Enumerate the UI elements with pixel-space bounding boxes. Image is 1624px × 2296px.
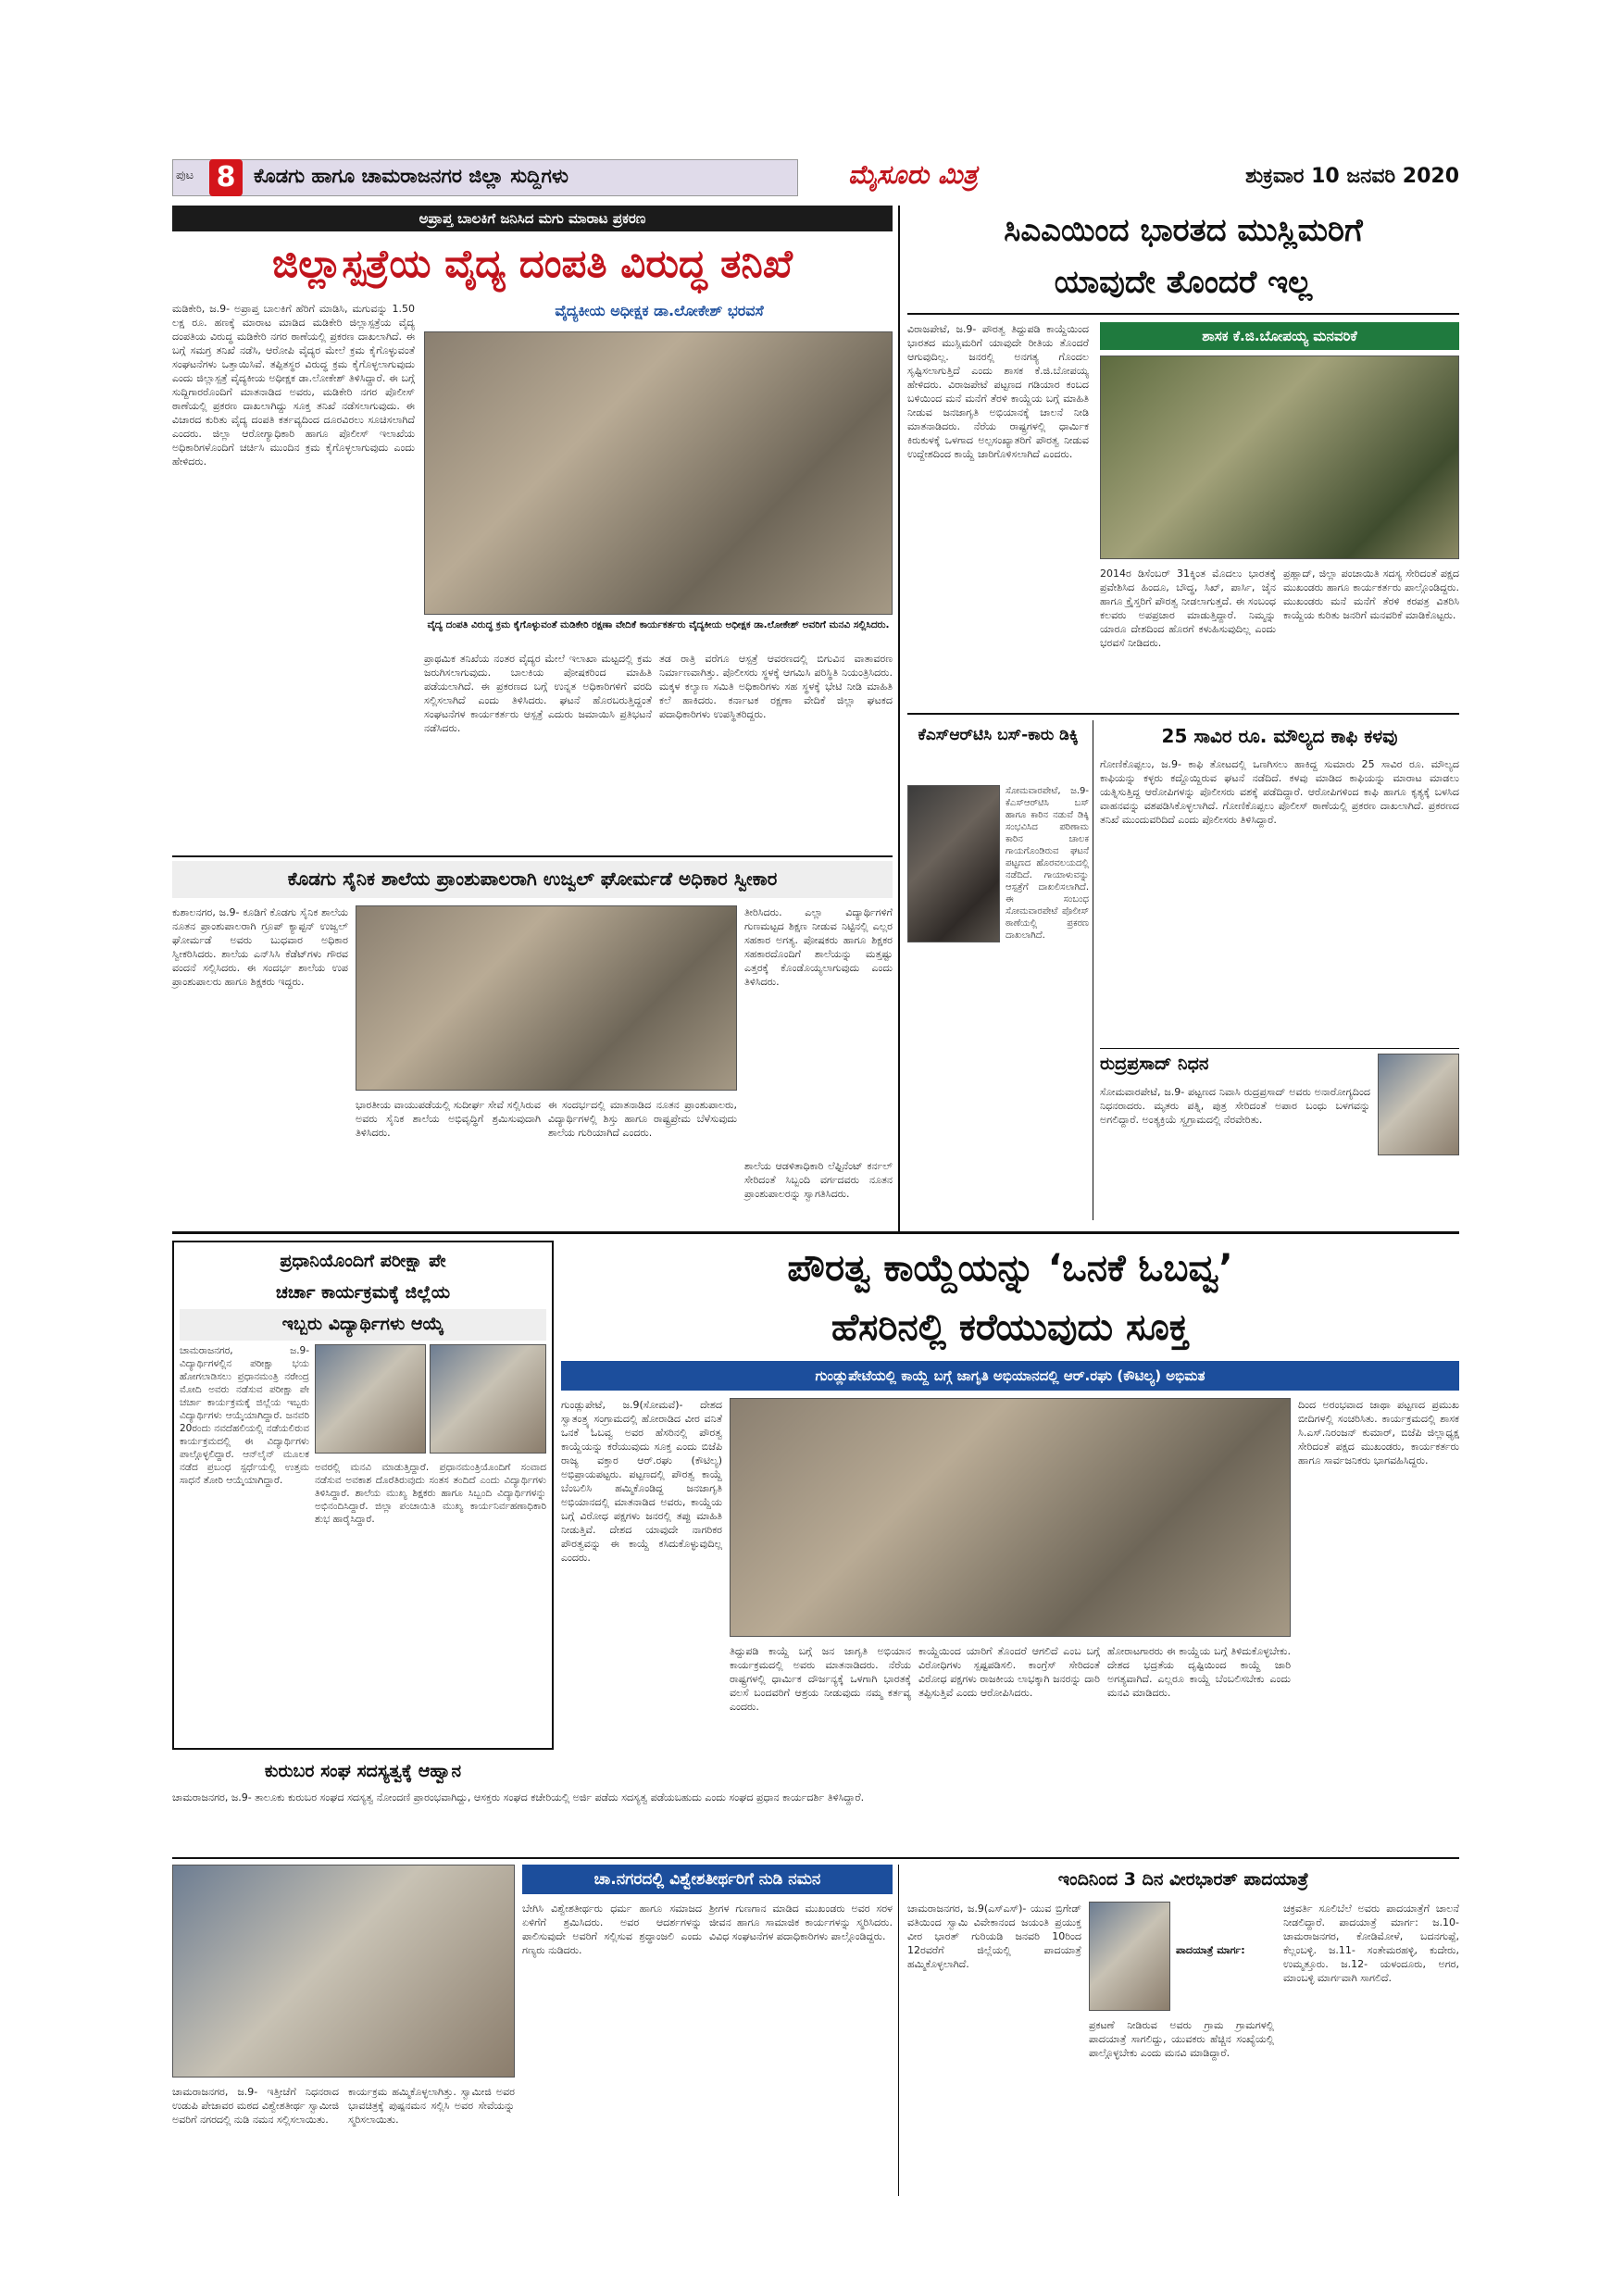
story7-headline: ಕುರುಬರ ಸಂಘ ಸದಸ್ಯತ್ವಕ್ಕೆ ಆಹ್ವಾನ <box>264 1761 462 1781</box>
story8-body-col5: ದಿಂದ ಅರಂಭವಾದ ಜಾಥಾ ಪಟ್ಟಣದ ಪ್ರಮುಖ ಬೀದಿಗಳಲ್ಲಿ ಸಂಚರಿಸಿತು. ಕಾರ್ಯಕ್ರಮದಲ್ಲಿ ಶಾಸಕ ಸಿ.ಎಸ್.ನಿರಂಜನ್ ಕುಮಾರ್, ಬಿಜೆಪಿ ಜಿಲ್ಲಾಧ್ಯಕ್ಷ ಸೇರಿದಂತೆ ಪಕ್ಷದ ಮುಖಂಡರು, ಕಾರ್ಯಕರ್ತರು ಹಾಗೂ ಸಾರ್ವಜನಿಕರು ಭಾಗವಹಿಸಿದ್ದರು. <box>1298 1399 1463 1466</box>
story2-photo <box>1100 356 1459 559</box>
story10-body-col3: ಚಕ್ರವರ್ತಿ ಸೂಲಿಬೆಲೆ ಅವರು ಪಾದಯಾತ್ರೆಗೆ ಚಾಲನೆ ನೀಡಲಿದ್ದಾರೆ. ಪಾದಯಾತ್ರೆ ಮಾರ್ಗ: ಜ.10- ಚಾಮರಾಜನಗರ, ಕೋಡಿಮೋಳೆ, ಬದನಗುಪ್ಪೆ, ಕೆಲ್ಲಂಬಳ್ಳಿ. ಜ.11- ಸಂತೇಮರಹಳ್ಳಿ, ಕುದೇರು, ಉಮ್ಮತ್ತೂರು. ಜ.12- ಯಳಂದೂರು, ಅಗರ, ಮಾಂಬಳ್ಳಿ ಮಾರ್ಗವಾಗಿ ಸಾಗಲಿದೆ. <box>1283 1903 1463 1984</box>
story1-body-col2: ಪ್ರಾಥಮಿಕ ತನಿಖೆಯ ನಂತರ ವೈದ್ಯರ ಮೇಲೆ ಇಲಾಖಾ ಮಟ್ಟದಲ್ಲಿ ಕ್ರಮ ಜರುಗಿಸಲಾಗುವುದು. ಬಾಲಕಿಯ ಪೋಷಕರಿಂದ ಮಾಹಿತಿ ಪಡೆಯಲಾಗಿದೆ. ಈ ಪ್ರಕರಣದ ಬಗ್ಗೆ ಉನ್ನತ ಅಧಿಕಾರಿಗಳಿಗೆ ವರದಿ ಸಲ್ಲಿಸಲಾಗಿದೆ ಎಂದು ತಿಳಿಸಿದರು. ಘಟನೆ ಹೊರಬರುತ್ತಿದ್ದಂತೆ ಸಂಘಟನೆಗಳ ಕಾರ್ಯಕರ್ತರು ಆಸ್ಪತ್ರೆ ಎದುರು ಜಮಾಯಿಸಿ ಪ್ರತಿಭಟನೆ ನಡೆಸಿದರು. <box>424 653 656 734</box>
story10-divider <box>898 1865 899 2196</box>
story10-photo <box>1089 1902 1170 2011</box>
story5-body-col4: ತೀರಿಸಿದರು. ಎಲ್ಲಾ ವಿದ್ಯಾರ್ಥಿಗಳಿಗೆ ಗುಣಮಟ್ಟದ ಶಿಕ್ಷಣ ನೀಡುವ ನಿಟ್ಟಿನಲ್ಲಿ ಎಲ್ಲರ ಸಹಕಾರ ಅಗತ್ಯ. ಪೋಷಕರು ಹಾಗೂ ಶಿಕ್ಷಕರ ಸಹಕಾರದೊಂದಿಗೆ ಶಾಲೆಯನ್ನು ಮತ್ತಷ್ಟು ಎತ್ತರಕ್ಕೆ ಕೊಂಡೊಯ್ಯಲಾಗುವುದು ಎಂದು ತಿಳಿಸಿದರು. <box>744 906 896 988</box>
section-divider <box>172 1231 1459 1234</box>
story8-subhead: ಗುಂಡ್ಲುಪೇಟೆಯಲ್ಲಿ ಕಾಯ್ದೆ ಬಗ್ಗೆ ಜಾಗೃತಿ ಅಭಿಯಾನದಲ್ಲಿ ಆರ್.ರಘು (ಕೌಟಿಲ್ಯ) ಅಭಿಮತ <box>561 1361 1459 1391</box>
story9-body-col2: ಕಾರ್ಯಕ್ರಮ ಹಮ್ಮಿಕೊಳ್ಳಲಾಗಿತ್ತು. ಸ್ವಾಮೀಜಿ ಅವರ ಭಾವಚಿತ್ರಕ್ಕೆ ಪುಷ್ಪನಮನ ಸಲ್ಲಿಸಿ ಅವರ ಸೇವೆಯನ್ನು ಸ್ಮರಿಸಲಾಯಿತು. <box>348 2086 518 2126</box>
story9-photo <box>172 1865 515 2078</box>
story3-photo <box>907 785 1000 942</box>
story8-headline-line2: ಹೆಸರಿನಲ್ಲಿ ಕರೆಯುವುದು ಸೂಕ್ತ <box>831 1306 1190 1349</box>
story6-body-col2: ಅವರಲ್ಲಿ ಮನವಿ ಮಾಡುತ್ತಿದ್ದಾರೆ. ಪ್ರಧಾನಮಂತ್ರಿಯೊಂದಿಗೆ ಸಂವಾದ ನಡೆಸುವ ಅವಕಾಶ ದೊರೆತಿರುವುದು ಸಂತಸ ತಂದಿದೆ ಎಂದು ವಿದ್ಯಾರ್ಥಿಗಳು ತಿಳಿಸಿದ್ದಾರೆ. ಶಾಲೆಯ ಮುಖ್ಯ ಶಿಕ್ಷಕರು ಹಾಗೂ ಸಿಬ್ಬಂದಿ ವಿದ್ಯಾರ್ಥಿಗಳನ್ನು ಅಭಿನಂದಿಸಿದ್ದಾರೆ. ಜಿಲ್ಲಾ ಪಂಚಾಯಿತಿ ಮುಖ್ಯ ಕಾರ್ಯನಿರ್ವಹಣಾಧಿಕಾರಿ ಶುಭ ಹಾರೈಸಿದ್ದಾರೆ. <box>315 1462 550 1525</box>
lower-divider <box>172 1857 1459 1859</box>
story6-photo-student1 <box>315 1344 426 1454</box>
story1-photo-caption: ವೈದ್ಯ ದಂಪತಿ ವಿರುದ್ಧ ಕ್ರಮ ಕೈಗೊಳ್ಳುವಂತೆ ಮಡಿಕೇರಿ ರಕ್ಷಣಾ ವೇದಿಕೆ ಕಾರ್ಯಕರ್ತರು ವೈದ್ಯಕೀಯ ಅಧೀಕ್ಷಕ ಡಾ.ಲೋಕೇಶ್ ಅವರಿಗೆ ಮನವಿ ಸಲ್ಲಿಸಿದರು. <box>427 619 890 630</box>
story10-photo-label: ಪಾದಯಾತ್ರೆ ಮಾರ್ಗ: <box>1176 1944 1245 1956</box>
obituary-rule <box>1100 1048 1459 1049</box>
obituary-body: ಸೋಮವಾರಪೇಟೆ, ಜ.9- ಪಟ್ಟಣದ ನಿವಾಸಿ ರುದ್ರಪ್ರಸಾದ್ ಅವರು ಅನಾರೋಗ್ಯದಿಂದ ನಿಧನರಾದರು. ಮೃತರು ಪತ್ನಿ, ಪುತ್ರ ಸೇರಿದಂತೆ ಅಪಾರ ಬಂಧು ಬಳಗವನ್ನು ಅಗಲಿದ್ದಾರೆ. ಅಂತ್ಯಕ್ರಿಯೆ ಸ್ವಗ್ರಾಮದಲ್ಲಿ ನೆರವೇರಿತು. <box>1100 1086 1374 1126</box>
story6-photo-student2 <box>430 1344 546 1454</box>
story2-bottom-rule <box>907 713 1459 715</box>
story8-body-col3: ಕಾಯ್ದೆಯಿಂದ ಯಾರಿಗೆ ತೊಂದರೆ ಆಗಲಿದೆ ಎಂಬ ಬಗ್ಗೆ ವಿರೋಧಿಗಳು ಸ್ಪಷ್ಟಪಡಿಸಲಿ. ಕಾಂಗ್ರೆಸ್ ಸೇರಿದಂತೆ ವಿರೋಧ ಪಕ್ಷಗಳು ರಾಜಕೀಯ ಲಾಭಕ್ಕಾಗಿ ಜನರನ್ನು ದಾರಿ ತಪ್ಪಿಸುತ್ತಿವೆ ಎಂದು ಆರೋಪಿಸಿದರು. <box>918 1645 1104 1699</box>
story5-body-col2: ಭಾರತೀಯ ವಾಯುಪಡೆಯಲ್ಲಿ ಸುದೀರ್ಘ ಸೇವೆ ಸಲ್ಲಿಸಿರುವ ಅವರು ಸೈನಿಕ ಶಾಲೆಯ ಅಭಿವೃದ್ಧಿಗೆ ಶ್ರಮಿಸುವುದಾಗಿ ತಿಳಿಸಿದರು. <box>356 1099 544 1139</box>
story1-body-col3: ತಡ ರಾತ್ರಿ ವರೆಗೂ ಆಸ್ಪತ್ರೆ ಆವರಣದಲ್ಲಿ ಬಿಗುವಿನ ವಾತಾವರಣ ನಿರ್ಮಾಣವಾಗಿತ್ತು. ಪೊಲೀಸರು ಸ್ಥಳಕ್ಕೆ ಆಗಮಿಸಿ ಪರಿಸ್ಥಿತಿ ನಿಯಂತ್ರಿಸಿದರು. ಮಕ್ಕಳ ಕಲ್ಯಾಣ ಸಮಿತಿ ಅಧಿಕಾರಿಗಳು ಸಹ ಸ್ಥಳಕ್ಕೆ ಭೇಟಿ ನೀಡಿ ಮಾಹಿತಿ ಕಲೆ ಹಾಕಿದರು. ಕರ್ನಾಟಕ ರಕ್ಷಣಾ ವೇದಿಕೆ ಜಿಲ್ಲಾ ಘಟಕದ ಪದಾಧಿಕಾರಿಗಳು ಉಪಸ್ಥಿತರಿದ್ದರು. <box>659 653 896 720</box>
story8-body-col4: ಹೋರಾಟಗಾರರು ಈ ಕಾಯ್ದೆಯ ಬಗ್ಗೆ ತಿಳಿದುಕೊಳ್ಳಬೇಕು. ದೇಶದ ಭದ್ರತೆಯ ದೃಷ್ಟಿಯಿಂದ ಕಾಯ್ದೆ ಜಾರಿ ಅಗತ್ಯವಾಗಿದೆ. ಎಲ್ಲರೂ ಕಾಯ್ದೆ ಬೆಂಬಲಿಸಬೇಕು ಎಂದು ಮನವಿ ಮಾಡಿದರು. <box>1107 1645 1294 1699</box>
story5-body-col5: ಶಾಲೆಯ ಆಡಳಿತಾಧಿಕಾರಿ ಲೆಫ್ಟಿನೆಂಟ್ ಕರ್ನಲ್ ಸೇರಿದಂತೆ ಸಿಬ್ಬಂದಿ ವರ್ಗದವರು ನೂತನ ಪ್ರಾಂಶುಪಾಲರನ್ನು ಸ್ವಾಗತಿಸಿದರು. <box>744 1160 896 1200</box>
story5-top-rule <box>172 855 893 857</box>
story9-body-col1: ಚಾಮರಾಜನಗರ, ಜ.9- ಇತ್ತೀಚೆಗೆ ನಿಧನರಾದ ಉಡುಪಿ ಪೇಜಾವರ ಮಠದ ವಿಶ್ವೇಶತೀರ್ಥ ಸ್ವಾಮೀಜಿ ಅವರಿಗೆ ನಗರದಲ್ಲಿ ನುಡಿ ನಮನ ಸಲ್ಲಿಸಲಾಯಿತು. <box>172 2086 343 2126</box>
story1-body-col1: ಮಡಿಕೇರಿ, ಜ.9- ಅಪ್ರಾಪ್ತ ಬಾಲಕಿಗೆ ಹೆರಿಗೆ ಮಾಡಿಸಿ, ಮಗುವನ್ನು 1.50 ಲಕ್ಷ ರೂ. ಹಣಕ್ಕೆ ಮಾರಾಟ ಮಾಡಿದ ಮಡಿಕೇರಿ ಜಿಲ್ಲಾಸ್ಪತ್ರೆಯ ವೈದ್ಯ ದಂಪತಿಯ ವಿರುದ್ಧ ಮಡಿಕೇರಿ ನಗರ ಠಾಣೆಯಲ್ಲಿ ಪ್ರಕರಣ ದಾಖಲಾಗಿದೆ. ಈ ಬಗ್ಗೆ ಸಮಗ್ರ ತನಿಖೆ ನಡೆಸಿ, ಆರೋಪಿ ವೈದ್ಯರ ಮೇಲೆ ಕ್ರಮ ಕೈಗೊಳ್ಳುವಂತೆ ಸಂಘಟನೆಗಳು ಒತ್ತಾಯಿಸಿವೆ. ತಪ್ಪಿತಸ್ಥರ ವಿರುದ್ಧ ಕ್ರಮ ಕೈಗೊಳ್ಳಲಾಗುವುದು ಎಂದು ಜಿಲ್ಲಾಸ್ಪತ್ರೆ ವೈದ್ಯಕೀಯ ಅಧೀಕ್ಷಕ ಡಾ.ಲೋಕೇಶ್ ತಿಳಿಸಿದ್ದಾರೆ. ಈ ಬಗ್ಗೆ ಸುದ್ದಿಗಾರರೊಂದಿಗೆ ಮಾತನಾಡಿದ ಅವರು, ಮಡಿಕೇರಿ ನಗರ ಪೊಲೀಸ್ ಠಾಣೆಯಲ್ಲಿ ಪ್ರಕರಣ ದಾಖಲಾಗಿದ್ದು ಸೂಕ್ತ ತನಿಖೆ ನಡೆಸಲಾಗುವುದು. ಈ ವಿಚಾರದ ಕುರಿತು ವೈದ್ಯ ದಂಪತಿ ಕರ್ತವ್ಯದಿಂದ ದೂರವಿರಲು ಸೂಚಿಸಲಾಗಿದೆ ಎಂದರು. ಜಿಲ್ಲಾ ಆರೋಗ್ಯಾಧಿಕಾರಿ ಹಾಗೂ ಪೊಲೀಸ್ ಇಲಾಖೆಯ ಅಧಿಕಾರಿಗಳೊಂದಿಗೆ ಚರ್ಚಿಸಿ ಮುಂದಿನ ಕ್ರಮ ಕೈಗೊಳ್ಳಲಾಗುವುದು ಎಂದು ಹೇಳಿದರು. <box>172 303 418 468</box>
story6-body-col1: ಚಾಮರಾಜನಗರ, ಜ.9- ವಿದ್ಯಾರ್ಥಿಗಳಲ್ಲಿನ ಪರೀಕ್ಷಾ ಭಯ ಹೋಗಲಾಡಿಸಲು ಪ್ರಧಾನಮಂತ್ರಿ ನರೇಂದ್ರ ಮೋದಿ ಅವರು ನಡೆಸುವ ಪರೀಕ್ಷಾ ಪೇ ಚರ್ಚಾ ಕಾರ್ಯಕ್ರಮಕ್ಕೆ ಜಿಲ್ಲೆಯ ಇಬ್ಬರು ವಿದ್ಯಾರ್ಥಿಗಳು ಆಯ್ಕೆಯಾಗಿದ್ದಾರೆ. ಜನವರಿ 20ರಂದು ನವದೆಹಲಿಯಲ್ಲಿ ನಡೆಯಲಿರುವ ಕಾರ್ಯಕ್ರಮದಲ್ಲಿ ಈ ವಿದ್ಯಾರ್ಥಿಗಳು ಪಾಲ್ಗೊಳ್ಳಲಿದ್ದಾರೆ. ಆನ್‌ಲೈನ್ ಮೂಲಕ ನಡೆದ ಪ್ರಬಂಧ ಸ್ಪರ್ಧೆಯಲ್ಲಿ ಉತ್ತಮ ಸಾಧನೆ ತೋರಿ ಆಯ್ಕೆಯಾಗಿದ್ದಾರೆ. <box>180 1345 313 1486</box>
story8-headline-line1: ಪೌರತ್ವ ಕಾಯ್ದೆಯನ್ನು ‘ಒನಕೆ ಓಬವ್ವ’ <box>787 1247 1233 1290</box>
column-divider <box>898 206 900 1233</box>
story1-kicker: ಅಪ್ರಾಪ್ತ ಬಾಲಕಿಗೆ ಜನಿಸಿದ ಮಗು ಮಾರಾಟ ಪ್ರಕರಣ <box>172 206 893 231</box>
story9-body-col4: ಶ್ರೀಗಳ ಗುಣಗಾನ ಮಾಡಿದ ಮುಖಂಡರು ಅವರ ಸರಳ ಜೀವನ ಹಾಗೂ ಸಾಮಾಜಿಕ ಕಾರ್ಯಗಳನ್ನು ಸ್ಮರಿಸಿದರು. ವಿವಿಧ ಸಂಘಟನೆಗಳ ಪದಾಧಿಕಾರಿಗಳು ಪಾಲ್ಗೊಂಡಿದ್ದರು. <box>709 1903 896 1942</box>
story6-headline-line2: ಚರ್ಚಾ ಕಾರ್ಯಕ್ರಮಕ್ಕೆ ಜಿಲ್ಲೆಯ <box>275 1282 451 1303</box>
page-label: ಪುಟ <box>176 168 194 182</box>
section-title: ಕೊಡಗು ಹಾಗೂ ಚಾಮರಾಜನಗರ ಜಿಲ್ಲಾ ಸುದ್ದಿಗಳು <box>254 165 568 187</box>
story1-headline: ಜಿಲ್ಲಾಸ್ಪತ್ರೆಯ ವೈದ್ಯ ದಂಪತಿ ವಿರುದ್ಧ ತನಿಖೆ <box>272 241 793 286</box>
story6-headline-line1: ಪ್ರಧಾನಿಯೊಂದಿಗೆ ಪರೀಕ್ಷಾ ಪೇ <box>280 1251 446 1271</box>
story10-body-col1: ಚಾಮರಾಜನಗರ, ಜ.9(ಎಸ್‌ಎಸ್)- ಯುವ ಬ್ರಿಗೇಡ್ ವತಿಯಿಂದ ಸ್ವಾಮಿ ವಿವೇಕಾನಂದ ಜಯಂತಿ ಪ್ರಯುಕ್ತ ವೀರ ಭಾರತ್ ಗುರಿಯಡಿ ಜನವರಿ 10ರಿಂದ 12ರವರೆಗೆ ಜಿಲ್ಲೆಯಲ್ಲಿ ಪಾದಯಾತ್ರೆ ಹಮ್ಮಿಕೊಳ್ಳಲಾಗಿದೆ. <box>907 1903 1085 1970</box>
story8-photo <box>730 1398 1291 1637</box>
paper-name: ಮೈಸೂರು ಮಿತ್ರ <box>848 159 978 190</box>
story5-body-col1: ಕುಶಾಲನಗರ, ಜ.9- ಕೂಡಿಗೆ ಕೊಡಗು ಸೈನಿಕ ಶಾಲೆಯ ನೂತನ ಪ್ರಾಂಶುಪಾಲರಾಗಿ ಗ್ರೂಪ್ ಕ್ಯಾಪ್ಟನ್ ಉಜ್ವಲ್ ಘೋರ್ಮಡೆ ಅವರು ಬುಧವಾರ ಅಧಿಕಾರ ಸ್ವೀಕರಿಸಿದರು. ಶಾಲೆಯ ಎನ್‌ಸಿಸಿ ಕೆಡೆಟ್‌ಗಳು ಗೌರವ ವಂದನೆ ಸಲ್ಲಿಸಿದರು. ಈ ಸಂದರ್ಭ ಶಾಲೆಯ ಉಪ ಪ್ರಾಂಶುಪಾಲರು ಹಾಗೂ ಶಿಕ್ಷಕರು ಇದ್ದರು. <box>172 906 352 988</box>
masthead <box>172 157 1459 198</box>
story5-photo <box>356 905 737 1091</box>
story9-headline: ಚಾ.ನಗರದಲ್ಲಿ ವಿಶ್ವೇಶತೀರ್ಥರಿಗೆ ನುಡಿ ನಮನ <box>522 1865 893 1894</box>
story2-rule <box>907 313 1459 315</box>
story5-body-col3: ಈ ಸಂದರ್ಭದಲ್ಲಿ ಮಾತನಾಡಿದ ನೂತನ ಪ್ರಾಂಶುಪಾಲರು, ವಿದ್ಯಾರ್ಥಿಗಳಲ್ಲಿ ಶಿಸ್ತು ಹಾಗೂ ರಾಷ್ಟ್ರಪ್ರೇಮ ಬೆಳೆಸುವುದು ಶಾಲೆಯ ಗುರಿಯಾಗಿದೆ ಎಂದರು. <box>548 1099 741 1139</box>
story8-body-col2: ತಿದ್ದುಪಡಿ ಕಾಯ್ದೆ ಬಗ್ಗೆ ಜನ ಜಾಗೃತಿ ಅಭಿಯಾನ ಕಾರ್ಯಕ್ರಮದಲ್ಲಿ ಅವರು ಮಾತನಾಡಿದರು. ನೆರೆಯ ರಾಷ್ಟ್ರಗಳಲ್ಲಿ ಧಾರ್ಮಿಕ ದೌರ್ಜನ್ಯಕ್ಕೆ ಒಳಗಾಗಿ ಭಾರತಕ್ಕೆ ವಲಸೆ ಬಂದವರಿಗೆ ಆಶ್ರಯ ನೀಡುವುದು ನಮ್ಮ ಕರ್ತವ್ಯ ಎಂದರು. <box>730 1645 915 1713</box>
story2-headline-line2: ಯಾವುದೇ ತೊಂದರೆ ಇಲ್ಲ <box>1054 264 1313 301</box>
story10-headline: ಇಂದಿನಿಂದ 3 ದಿನ ವೀರಭಾರತ್ ಪಾದಯಾತ್ರೆ <box>1057 1869 1309 1890</box>
page-number-badge <box>209 159 243 196</box>
story1-subhead: ವೈದ್ಯಕೀಯ ಅಧೀಕ್ಷಕ ಡಾ.ಲೋಕೇಶ್ ಭರವಸೆ <box>555 302 764 319</box>
obituary-photo <box>1378 1054 1459 1155</box>
page-number: 8 <box>216 161 236 193</box>
story5-headline: ಕೊಡಗು ಸೈನಿಕ ಶಾಲೆಯ ಪ್ರಾಂಶುಪಾಲರಾಗಿ ಉಜ್ವಲ್ ಘೋರ್ಮಡೆ ಅಧಿಕಾರ ಸ್ವೀಕಾರ <box>172 861 893 898</box>
story3-headline: ಕೆಎಸ್‌ಆರ್‌ಟಿಸಿ ಬಸ್-ಕಾರು ಡಿಕ್ಕಿ <box>918 726 1079 744</box>
story2-headline-line1: ಸಿಎಎಯಿಂದ ಭಾರತದ ಮುಸ್ಲಿಮರಿಗೆ <box>1004 212 1363 249</box>
issue-date: ಶುಕ್ರವಾರ 10 ಜನವರಿ 2020 <box>1245 165 1459 188</box>
story1-photo <box>424 331 893 615</box>
story9-body-col3: ಬೇಗಿಸಿ ವಿಶ್ವೇಶತೀರ್ಥರು ಧರ್ಮ ಹಾಗೂ ಸಮಾಜದ ಏಳಿಗೆಗೆ ಶ್ರಮಿಸಿದರು. ಅವರ ಆದರ್ಶಗಳನ್ನು ಪಾಲಿಸುವುದೇ ಅವರಿಗೆ ಸಲ್ಲಿಸುವ ಶ್ರದ್ಧಾಂಜಲಿ ಎಂದು ಗಣ್ಯರು ನುಡಿದರು. <box>522 1903 706 1956</box>
story2-body-col2: 2014ರ ಡಿಸೆಂಬರ್ 31ಕ್ಕಿಂತ ಮೊದಲು ಭಾರತಕ್ಕೆ ಪ್ರವೇಶಿಸಿದ ಹಿಂದೂ, ಬೌದ್ಧ, ಸಿಖ್, ಪಾರ್ಸಿ, ಜೈನ ಹಾಗೂ ಕ್ರೈಸ್ತರಿಗೆ ಪೌರತ್ವ ನೀಡಲಾಗುತ್ತದೆ. ಈ ಸಂಬಂಧ ಕಲವರು ಅಪಪ್ರಚಾರ ಮಾಡುತ್ತಿದ್ದಾರೆ. ನಿಮ್ಮನ್ನು ಯಾರೂ ದೇಶದಿಂದ ಹೊರಗೆ ಕಳುಹಿಸುವುದಿಲ್ಲ ಎಂದು ಭರವಸೆ ನೀಡಿದರು. <box>1100 568 1280 649</box>
story4-body: ಗೋಣಿಕೊಪ್ಪಲು, ಜ.9- ಕಾಫಿ ತೋಟದಲ್ಲಿ ಒಣಗಿಸಲು ಹಾಕಿದ್ದ ಸುಮಾರು 25 ಸಾವಿರ ರೂ. ಮೌಲ್ಯದ ಕಾಫಿಯನ್ನು ಕಳ್ಳರು ಕದ್ದೊಯ್ದಿರುವ ಘಟನೆ ನಡೆದಿದೆ. ಕಳವು ಮಾಡಿದ ಕಾಫಿಯನ್ನು ಮಾರಾಟ ಮಾಡಲು ಯತ್ನಿಸುತ್ತಿದ್ದ ಆರೋಪಿಗಳನ್ನು ಪೊಲೀಸರು ವಶಕ್ಕೆ ಪಡೆದಿದ್ದಾರೆ. ಆರೋಪಿಗಳಿಂದ ಕಾಫಿ ಹಾಗೂ ಕೃತ್ಯಕ್ಕೆ ಬಳಸಿದ ವಾಹನವನ್ನು ವಶಪಡಿಸಿಕೊಳ್ಳಲಾಗಿದೆ. ಗೋಣಿಕೊಪ್ಪಲು ಪೊಲೀಸ್ ಠಾಣೆಯಲ್ಲಿ ಪ್ರಕರಣ ದಾಖಲಾಗಿದೆ. ಪ್ರಕರಣದ ತನಿಖೆ ಮುಂದುವರಿದಿದೆ ಎಂದು ಪೊಲೀಸರು ತಿಳಿಸಿದ್ದಾರೆ. <box>1100 758 1463 826</box>
story7-body: ಚಾಮರಾಜನಗರ, ಜ.9- ತಾಲೂಕು ಕುರುಬರ ಸಂಘದ ಸದಸ್ಯತ್ವ ನೋಂದಣಿ ಪ್ರಾರಂಭವಾಗಿದ್ದು, ಆಸಕ್ತರು ಸಂಘದ ಕಚೇರಿಯಲ್ಲಿ ಅರ್ಜಿ ಪಡೆದು ಸದಸ್ಯತ್ವ ಪಡೆಯಬಹುದು ಎಂದು ಸಂಘದ ಪ್ರಧಾನ ಕಾರ್ಯದರ್ಶಿ ತಿಳಿಸಿದ್ದಾರೆ. <box>172 1791 865 1803</box>
story2-subhead: ಶಾಸಕ ಕೆ.ಜಿ.ಬೋಪಯ್ಯ ಮನವರಿಕೆ <box>1100 322 1459 350</box>
story4-headline: 25 ಸಾವಿರ ರೂ. ಮೌಲ್ಯದ ಕಾಫಿ ಕಳವು <box>1161 725 1398 747</box>
obituary-headline: ರುದ್ರಪ್ರಸಾದ್ ನಿಧನ <box>1100 1054 1209 1074</box>
story3-body: ಸೋಮವಾರಪೇಟೆ, ಜ.9- ಕೆಎಸ್‌ಆರ್‌ಟಿಸಿ ಬಸ್ ಹಾಗೂ ಕಾರಿನ ನಡುವೆ ಡಿಕ್ಕಿ ಸಂಭವಿಸಿದ ಪರಿಣಾಮ ಕಾರಿನ ಚಾಲಕ ಗಾಯಗೊಂಡಿರುವ ಘಟನೆ ಪಟ್ಟಣದ ಹೊರವಲಯದಲ್ಲಿ ನಡೆದಿದೆ. ಗಾಯಾಳುವನ್ನು ಆಸ್ಪತ್ರೆಗೆ ದಾಖಲಿಸಲಾಗಿದೆ. ಈ ಸಂಬಂಧ ಸೋಮವಾರಪೇಟೆ ಪೊಲೀಸ್ ಠಾಣೆಯಲ್ಲಿ ಪ್ರಕರಣ ದಾಖಲಾಗಿದೆ. <box>1006 786 1093 941</box>
story2-body-col3: ಪ್ರಹ್ಲಾದ್, ಜಿಲ್ಲಾ ಪಂಚಾಯಿತಿ ಸದಸ್ಯ ಸೇರಿದಂತೆ ಪಕ್ಷದ ಮುಖಂಡರು ಹಾಗೂ ಕಾರ್ಯಕರ್ತರು ಪಾಲ್ಗೊಂಡಿದ್ದರು. ಮುಖಂಡರು ಮನೆ ಮನೆಗೆ ತೆರಳಿ ಕರಪತ್ರ ವಿತರಿಸಿ ಕಾಯ್ದೆಯ ಕುರಿತು ಜನರಿಗೆ ಮನವರಿಕೆ ಮಾಡಿಕೊಟ್ಟರು. <box>1283 568 1463 621</box>
story10-body-col2: ಪ್ರಕಟಣೆ ನೀಡಿರುವ ಅವರು ಗ್ರಾಮ ಗ್ರಾಮಗಳಲ್ಲಿ ಪಾದಯಾತ್ರೆ ಸಾಗಲಿದ್ದು, ಯುವಕರು ಹೆಚ್ಚಿನ ಸಂಖ್ಯೆಯಲ್ಲಿ ಪಾಲ್ಗೊಳ್ಳಬೇಕು ಎಂದು ಮನವಿ ಮಾಡಿದ್ದಾರೆ. <box>1089 2019 1278 2059</box>
story2-body-col1: ವಿರಾಜಪೇಟೆ, ಜ.9- ಪೌರತ್ವ ತಿದ್ದುಪಡಿ ಕಾಯ್ದೆಯಿಂದ ಭಾರತದ ಮುಸ್ಲಿಮರಿಗೆ ಯಾವುದೇ ರೀತಿಯ ತೊಂದರೆ ಆಗುವುದಿಲ್ಲ. ಜನರಲ್ಲಿ ಅನಗತ್ಯ ಗೊಂದಲ ಸೃಷ್ಟಿಸಲಾಗುತ್ತಿದೆ ಎಂದು ಶಾಸಕ ಕೆ.ಜಿ.ಬೋಪಯ್ಯ ಹೇಳಿದರು. ವಿರಾಜಪೇಟೆ ಪಟ್ಟಣದ ಗಡಿಯಾರ ಕಂಬದ ಬಳಿಯಿಂದ ಮನೆ ಮನೆಗೆ ತೆರಳಿ ಕಾಯ್ದೆಯ ಬಗ್ಗೆ ಮಾಹಿತಿ ನೀಡುವ ಜನಜಾಗೃತಿ ಅಭಿಯಾನಕ್ಕೆ ಚಾಲನೆ ನೀಡಿ ಮಾತನಾಡಿದರು. ನೆರೆಯ ರಾಷ್ಟ್ರಗಳಲ್ಲಿ ಧಾರ್ಮಿಕ ಕಿರುಕುಳಕ್ಕೆ ಒಳಗಾದ ಅಲ್ಪಸಂಖ್ಯಾತರಿಗೆ ಪೌರತ್ವ ನೀಡುವ ಉದ್ದೇಶದಿಂದ ಕಾಯ್ದೆ ಜಾರಿಗೊಳಿಸಲಾಗಿದೆ ಎಂದರು. <box>907 323 1093 460</box>
story8-body-col1: ಗುಂಡ್ಲುಪೇಟೆ, ಜ.9(ಸೋಮವೆ)- ದೇಶದ ಸ್ವಾತಂತ್ರ್ಯ ಸಂಗ್ರಾಮದಲ್ಲಿ ಹೋರಾಡಿದ ವೀರ ವನಿತೆ ಒನಕೆ ಓಬವ್ವ ಅವರ ಹೆಸರಿನಲ್ಲಿ ಪೌರತ್ವ ಕಾಯ್ದೆಯನ್ನು ಕರೆಯುವುದು ಸೂಕ್ತ ಎಂದು ಬಿಜೆಪಿ ರಾಜ್ಯ ವಕ್ತಾರ ಆರ್.ರಘು (ಕೌಟಿಲ್ಯ) ಅಭಿಪ್ರಾಯಪಟ್ಟರು. ಪಟ್ಟಣದಲ್ಲಿ ಪೌರತ್ವ ಕಾಯ್ದೆ ಬೆಂಬಲಿಸಿ ಹಮ್ಮಿಕೊಂಡಿದ್ದ ಜನಜಾಗೃತಿ ಅಭಿಯಾನದಲ್ಲಿ ಮಾತನಾಡಿದ ಅವರು, ಕಾಯ್ದೆಯ ಬಗ್ಗೆ ವಿರೋಧ ಪಕ್ಷಗಳು ಜನರಲ್ಲಿ ತಪ್ಪು ಮಾಹಿತಿ ನೀಡುತ್ತಿವೆ. ದೇಶದ ಯಾವುದೇ ನಾಗರಿಕರ ಪೌರತ್ವವನ್ನು ಈ ಕಾಯ್ದೆ ಕಸಿದುಕೊಳ್ಳುವುದಿಲ್ಲ ಎಂದರು. <box>561 1399 726 1564</box>
story6-headline-line3: ಇಬ್ಬರು ವಿದ್ಯಾರ್ಥಿಗಳು ಆಯ್ಕೆ <box>180 1309 546 1341</box>
